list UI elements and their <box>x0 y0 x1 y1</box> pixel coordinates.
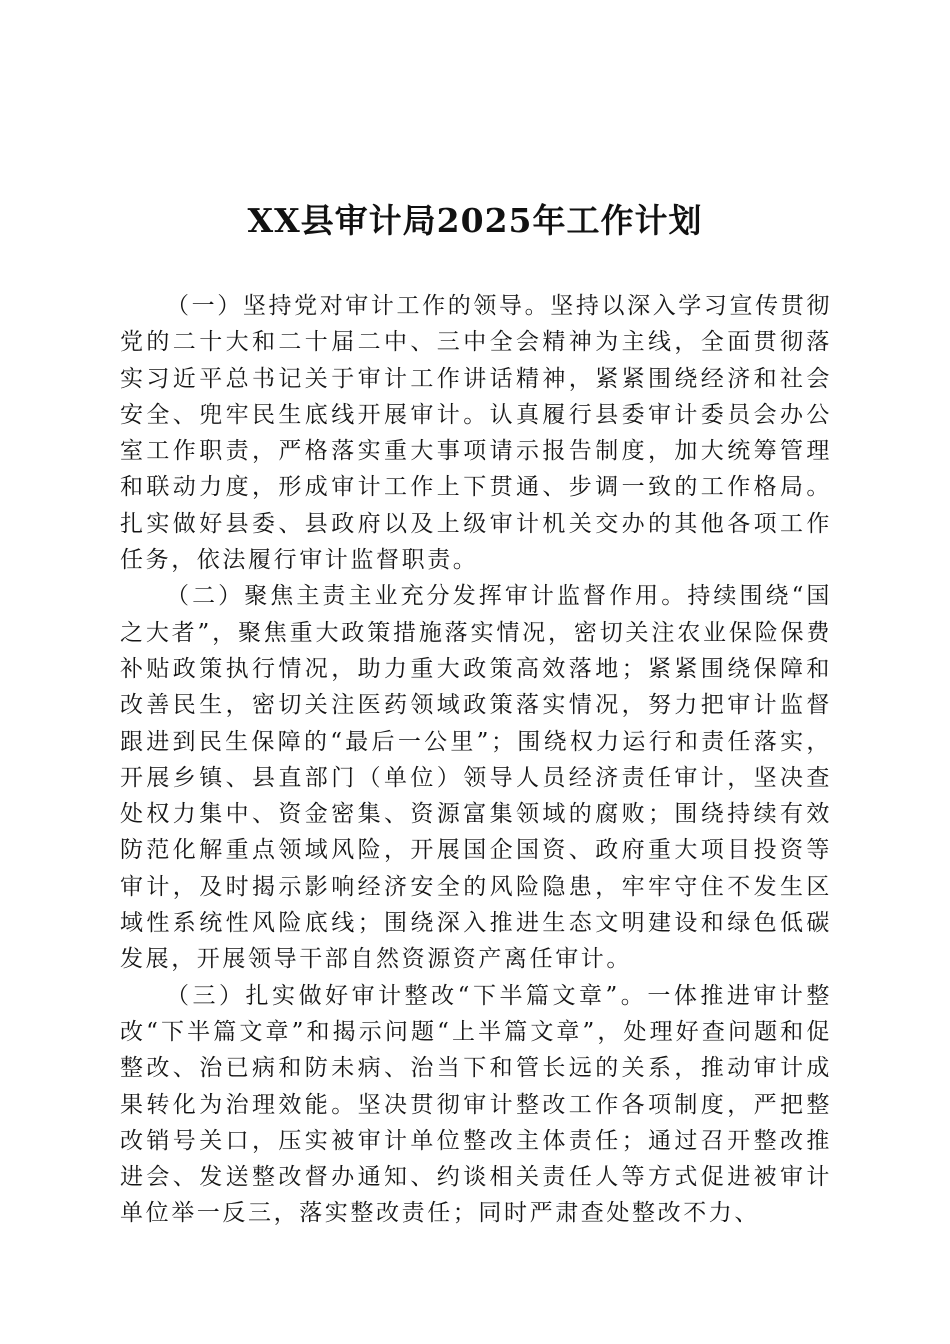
document-title: XX县审计局2025年工作计划 <box>247 201 703 240</box>
paragraph-1-text: 坚持以深入学习宣传贯彻党的二十大和二十届二中、三中全会精神为主线，全面贯彻落实习近平总书记关于审计工作讲话精神，紧紧围绕经济和社会安全、兜牢民生底线开展审计。认真履行县委审计委员会办公室工作职责，严格落实重大事项请示报告制度，加大统筹管理和联动力度，形成审计工作上下贯通、步调一致的工作格局。扎实做好县委、县政府以及上级审计机关交办的其他各项工作任务，依法履行审计监督职责。 <box>120 293 832 574</box>
paragraph-1 <box>120 288 832 578</box>
paragraph-2-text: 持续围绕“国之大者”，聚焦重大政策措施落实情况，密切关注农业保险保费补贴政策执行情况，助力重大政策高效落地；紧紧围绕保障和改善民生，密切关注医药领域政策落实情况，努力把审计监督跟进到民生保障的“最后一公里”；围绕权力运行和责任落实，开展乡镇、县直部门（单位）领导人员经济责任审计，坚决查处权力集中、资金密集、资源富集领域的腐败；围绕持续有效防范化解重点领域风险，开展国企国资、政府重大项目投资等审计，及时揭示影响经济安全的风险隐患，牢牢守住不发生区域性系统性风险底线；围绕深入推进生态文明建设和绿色低碳发展，开展领导干部自然资源资产离任审计。 <box>120 583 832 973</box>
paragraph-2-heading: （二）聚焦主责主业充分发挥审计监督作用。 <box>166 583 688 610</box>
paragraph-1-heading: （一）坚持党对审计工作的领导。 <box>166 293 551 319</box>
paragraph-3-heading: （三）扎实做好审计整改“下半篇文章”。 <box>166 982 648 1009</box>
document-body <box>120 288 832 1232</box>
paragraph-3 <box>120 978 832 1232</box>
paragraph-3-text: 一体推进审计整改“下半篇文章”和揭示问题“上半篇文章”，处理好查问题和促整改、治已病和防未病、治当下和管长远的关系，推动审计成果转化为治理效能。坚决贯彻审计整改工作各项制度，严把整改销号关口，压实被审计单位整改主体责任；通过召开整改推进会、发送整改督办通知、约谈相关责任人等方式促进被审计单位举一反三，落实整改责任；同时严肃查处整改不力、 <box>120 982 833 1227</box>
paragraph-2 <box>120 578 832 977</box>
